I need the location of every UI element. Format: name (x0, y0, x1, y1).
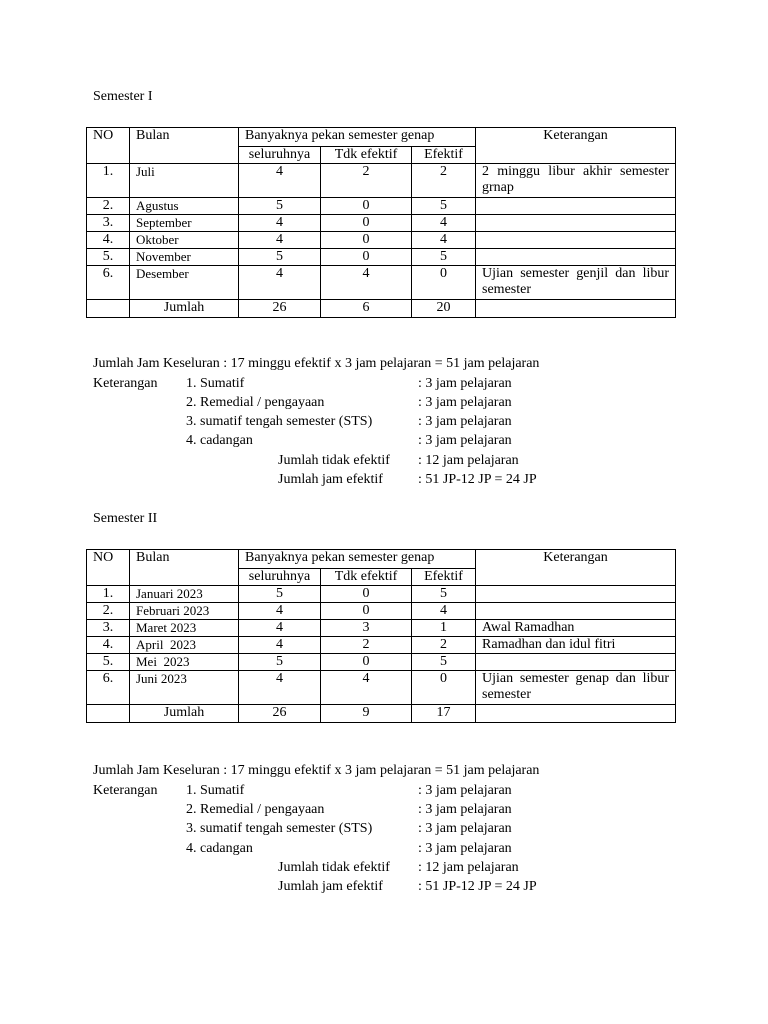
header-no: NO (87, 128, 130, 164)
total-empty (87, 300, 130, 318)
table-total-row (87, 300, 676, 318)
row-no: 3. (87, 215, 130, 232)
row-efektif: 1 (412, 620, 476, 637)
table-row (87, 266, 676, 300)
row-tdk-efektif: 0 (321, 249, 412, 266)
row-tdk-efektif: 0 (321, 215, 412, 232)
row-efektif: 5 (412, 654, 476, 671)
summary-heading: Jumlah Jam Keseluran : 17 minggu efektif x 3 jam pelajaran = 51 jam pelajaran (93, 356, 540, 371)
row-keterangan (476, 586, 676, 603)
row-tdk-efektif: 0 (321, 232, 412, 249)
row-seluruhnya: 4 (239, 266, 321, 300)
total-seluruhnya: 26 (239, 300, 321, 318)
summary-item-label: 4. cadangan (186, 841, 253, 856)
header-efektif: Efektif (412, 569, 476, 586)
header-tdk-efektif: Tdk efektif (321, 569, 412, 586)
row-bulan: Februari 2023 (130, 603, 239, 620)
row-no: 4. (87, 637, 130, 654)
row-tdk-efektif: 3 (321, 620, 412, 637)
summary-item-value: : 3 jam pelajaran (418, 395, 512, 410)
total-keterangan (476, 300, 676, 318)
row-bulan: April 2023 (130, 637, 239, 654)
row-bulan: Oktober (130, 232, 239, 249)
tidak-efektif-value: : 12 jam pelajaran (418, 453, 519, 468)
row-efektif: 5 (412, 586, 476, 603)
header-banyaknya-pekan: Banyaknya pekan semester genap (239, 128, 476, 147)
row-efektif: 2 (412, 164, 476, 198)
header-tdk-efektif: Tdk efektif (321, 147, 412, 164)
table-row (87, 637, 676, 654)
row-seluruhnya: 4 (239, 671, 321, 705)
row-no: 1. (87, 164, 130, 198)
summary-heading: Jumlah Jam Keseluran : 17 minggu efektif x 3 jam pelajaran = 51 jam pelajaran (93, 763, 540, 778)
row-seluruhnya: 4 (239, 603, 321, 620)
row-tdk-efektif: 2 (321, 637, 412, 654)
header-keterangan: Keterangan (476, 550, 676, 586)
table-row (87, 249, 676, 266)
summary-item-value: : 3 jam pelajaran (418, 821, 512, 836)
row-seluruhnya: 5 (239, 586, 321, 603)
tidak-efektif-label: Jumlah tidak efektif (278, 860, 390, 875)
row-efektif: 0 (412, 266, 476, 300)
total-tdk-efektif: 6 (321, 300, 412, 318)
summary-item-value: : 3 jam pelajaran (418, 841, 512, 856)
row-seluruhnya: 4 (239, 620, 321, 637)
row-tdk-efektif: 0 (321, 586, 412, 603)
semester-2-table (86, 549, 676, 723)
table-row (87, 198, 676, 215)
jam-efektif-value: : 51 JP-12 JP = 24 JP (418, 879, 537, 894)
summary-item-value: : 3 jam pelajaran (418, 783, 512, 798)
row-efektif: 4 (412, 232, 476, 249)
row-no: 2. (87, 198, 130, 215)
semester-1-title: Semester I (93, 89, 153, 104)
table-row (87, 215, 676, 232)
row-efektif: 2 (412, 637, 476, 654)
row-no: 6. (87, 671, 130, 705)
row-keterangan (476, 215, 676, 232)
row-tdk-efektif: 0 (321, 654, 412, 671)
summary-item-label: 4. cadangan (186, 433, 253, 448)
summary-item-value: : 3 jam pelajaran (418, 802, 512, 817)
semester-2-title: Semester II (93, 511, 158, 526)
row-efektif: 5 (412, 198, 476, 215)
row-tdk-efektif: 4 (321, 266, 412, 300)
summary-item-label: 1. Sumatif (186, 376, 245, 391)
table-row (87, 603, 676, 620)
summary-item-value: : 3 jam pelajaran (418, 433, 512, 448)
summary-item-value: : 3 jam pelajaran (418, 414, 512, 429)
table-row (87, 164, 676, 198)
total-label: Jumlah (130, 705, 239, 723)
jam-efektif-label: Jumlah jam efektif (278, 879, 383, 894)
row-keterangan (476, 603, 676, 620)
row-no: 5. (87, 249, 130, 266)
header-keterangan: Keterangan (476, 128, 676, 164)
header-banyaknya-pekan: Banyaknya pekan semester genap (239, 550, 476, 569)
row-bulan: Agustus (130, 198, 239, 215)
row-seluruhnya: 4 (239, 215, 321, 232)
summary-item-value: : 3 jam pelajaran (418, 376, 512, 391)
row-bulan: November (130, 249, 239, 266)
row-no: 3. (87, 620, 130, 637)
keterangan-label: Keterangan (93, 376, 158, 391)
table-row (87, 654, 676, 671)
row-bulan: Januari 2023 (130, 586, 239, 603)
row-bulan: Desember (130, 266, 239, 300)
row-keterangan (476, 232, 676, 249)
header-bulan: Bulan (130, 128, 239, 164)
row-no: 6. (87, 266, 130, 300)
row-no: 2. (87, 603, 130, 620)
table-header-row (87, 128, 676, 147)
header-no: NO (87, 550, 130, 586)
jam-efektif-label: Jumlah jam efektif (278, 472, 383, 487)
summary-item-label: 1. Sumatif (186, 783, 245, 798)
table-row (87, 620, 676, 637)
row-keterangan: Ujian semester genjil dan libur semester (476, 266, 676, 300)
total-efektif: 20 (412, 300, 476, 318)
row-efektif: 4 (412, 215, 476, 232)
row-efektif: 0 (412, 671, 476, 705)
total-efektif: 17 (412, 705, 476, 723)
row-efektif: 4 (412, 603, 476, 620)
row-bulan: Juli (130, 164, 239, 198)
semester-1-table (86, 127, 676, 318)
summary-item-label: 3. sumatif tengah semester (STS) (186, 414, 373, 429)
header-seluruhnya: seluruhnya (239, 569, 321, 586)
total-keterangan (476, 705, 676, 723)
row-bulan: Maret 2023 (130, 620, 239, 637)
keterangan-label: Keterangan (93, 783, 158, 798)
table-row (87, 586, 676, 603)
row-bulan: Juni 2023 (130, 671, 239, 705)
row-no: 4. (87, 232, 130, 249)
table-total-row (87, 705, 676, 723)
row-keterangan: Ramadhan dan idul fitri (476, 637, 676, 654)
row-tdk-efektif: 2 (321, 164, 412, 198)
summary-item-label: 3. sumatif tengah semester (STS) (186, 821, 373, 836)
row-keterangan: Awal Ramadhan (476, 620, 676, 637)
row-no: 1. (87, 586, 130, 603)
row-keterangan (476, 654, 676, 671)
header-bulan: Bulan (130, 550, 239, 586)
total-tdk-efektif: 9 (321, 705, 412, 723)
jam-efektif-value: : 51 JP-12 JP = 24 JP (418, 472, 537, 487)
table-row (87, 232, 676, 249)
row-seluruhnya: 5 (239, 198, 321, 215)
row-tdk-efektif: 0 (321, 603, 412, 620)
table-header-row (87, 550, 676, 569)
row-keterangan (476, 198, 676, 215)
row-keterangan: 2 minggu libur akhir semester grnap (476, 164, 676, 198)
row-seluruhnya: 5 (239, 654, 321, 671)
row-seluruhnya: 4 (239, 232, 321, 249)
row-efektif: 5 (412, 249, 476, 266)
table-row (87, 671, 676, 705)
tidak-efektif-value: : 12 jam pelajaran (418, 860, 519, 875)
row-seluruhnya: 5 (239, 249, 321, 266)
row-seluruhnya: 4 (239, 637, 321, 654)
row-keterangan: Ujian semester genap dan libur semester (476, 671, 676, 705)
total-seluruhnya: 26 (239, 705, 321, 723)
total-label: Jumlah (130, 300, 239, 318)
tidak-efektif-label: Jumlah tidak efektif (278, 453, 390, 468)
header-seluruhnya: seluruhnya (239, 147, 321, 164)
row-tdk-efektif: 4 (321, 671, 412, 705)
header-efektif: Efektif (412, 147, 476, 164)
row-bulan: Mei 2023 (130, 654, 239, 671)
summary-item-label: 2. Remedial / pengayaan (186, 395, 325, 410)
row-bulan: September (130, 215, 239, 232)
row-no: 5. (87, 654, 130, 671)
row-seluruhnya: 4 (239, 164, 321, 198)
row-keterangan (476, 249, 676, 266)
summary-item-label: 2. Remedial / pengayaan (186, 802, 325, 817)
total-empty (87, 705, 130, 723)
row-tdk-efektif: 0 (321, 198, 412, 215)
